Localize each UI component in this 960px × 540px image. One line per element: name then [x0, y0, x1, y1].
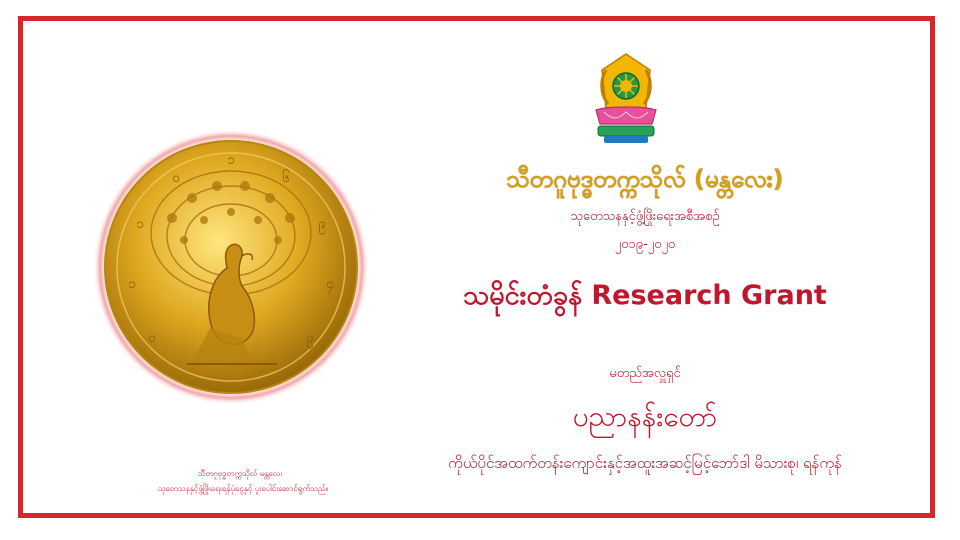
svg-text:၆: ၆: [282, 170, 290, 186]
svg-text:၄: ၄: [326, 276, 334, 292]
svg-text:၁: ၁: [128, 276, 136, 292]
svg-text:၉: ၉: [318, 216, 326, 232]
recipient-name: ပညာနန်းတော်: [572, 400, 718, 433]
coin-caption-line-2: သုတေသနနှင့်ဖွံ့ဖြိုးရေးရန်ပုံငွေနှင့် ပူးပေါင်းဆောင်ရွက်သည်။: [157, 484, 329, 493]
grant-title: သမိုင်းတံခွန် Research Grant: [463, 280, 827, 311]
donor-label: မတည်အလှူရှင်: [609, 366, 681, 381]
university-emblem-icon: [590, 50, 662, 146]
peacock-gold-coin-image: [92, 128, 370, 406]
peacock-coin-icon: [92, 128, 370, 406]
svg-text:၁: ၁: [227, 152, 235, 168]
svg-text:၀: ၀: [172, 170, 180, 186]
program-subtitle: သုတေသနနှင့်ဖွံ့ဖြိုးရေးအစီအစဉ်: [570, 209, 720, 224]
program-years: ၂၀၁၉-၂၀၂၀: [614, 237, 676, 252]
svg-text:၉: ၉: [306, 330, 314, 346]
organization-title: သီတဂူဗုဒ္ဓတက္ကသိုလ် (မန္တလေး): [506, 165, 784, 193]
svg-text:၀: ၀: [148, 330, 156, 346]
recipient-affiliation: ကိုယ်ပိုင်အထက်တန်းကျောင်းနှင့်အထူးအဆင့်မြင့်ဘော်ဒါ မိသားစု၊ ရန်ကုန်: [448, 454, 842, 472]
coin-caption-line-1: သီတဂူဗုဒ္ဓတက္ကသိုလ် မန္တလေး: [197, 469, 283, 478]
svg-text:၁: ၁: [136, 216, 144, 232]
university-emblem-image: [590, 50, 662, 146]
